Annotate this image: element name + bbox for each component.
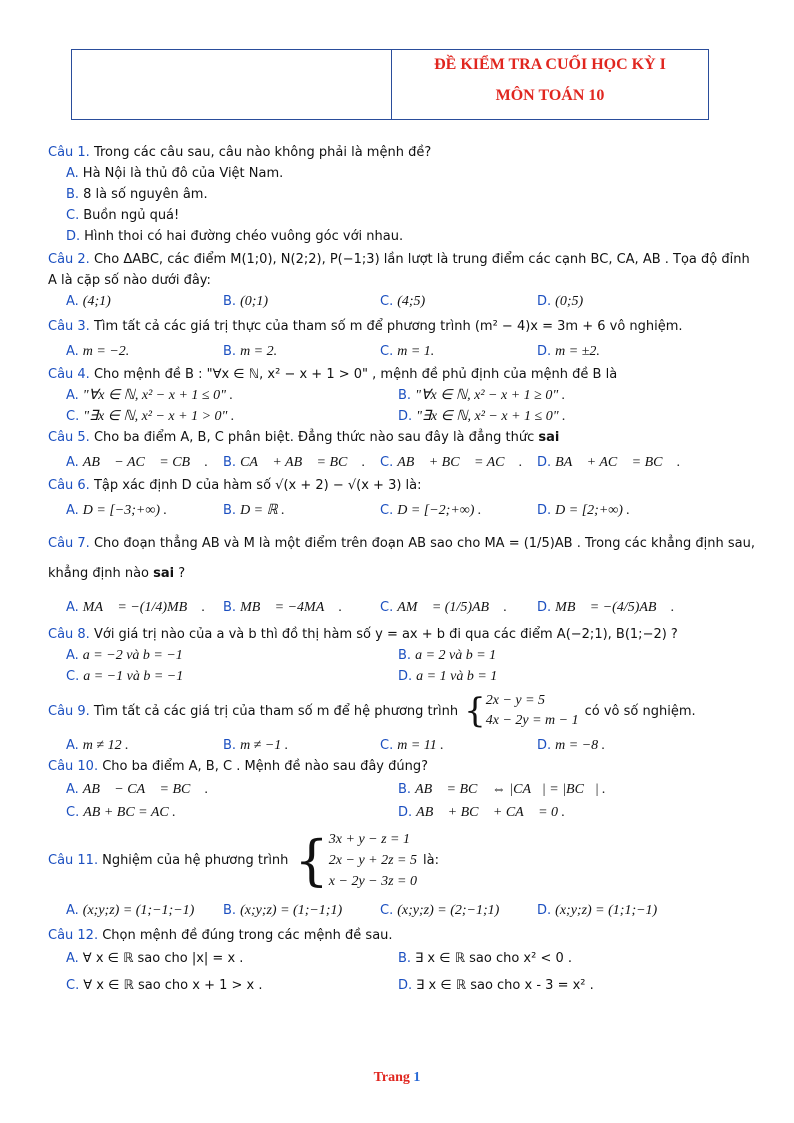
question-number: Câu 11. [48, 853, 99, 868]
option-b: B. m = 2. [223, 344, 278, 359]
question-number: Câu 5. [48, 430, 90, 445]
question-10 [48, 756, 756, 777]
option-c: C. m = 1. [380, 344, 435, 359]
question-number: Câu 1. [48, 145, 90, 160]
question-number: Câu 7. [48, 536, 90, 551]
options-row [48, 735, 756, 756]
question-text: Cho đoạn thẳng AB và M là một điểm trên đoạn AB sao cho MA = (1/5)AB . Trong các khẳng định sau, khẳng định nào [48, 536, 755, 581]
option-a: A. (4;1) [66, 294, 111, 309]
question-number: Câu 3. [48, 319, 90, 334]
options-row [48, 666, 756, 687]
equation-line: 4x − 2y = m − 1 [485, 713, 579, 728]
option-d: D. m = −8 . [537, 738, 606, 753]
option-b: B. (x;y;z) = (1;−1;1) [223, 903, 343, 918]
header-box [71, 49, 709, 120]
option-c: C. m = 11 . [380, 738, 444, 753]
option-a: A. m = −2. [66, 344, 130, 359]
option-b: B. MB⃗ = −4MA⃗ . [223, 600, 343, 615]
option-d: D. MB⃗ = −(4/5)AB⃗ . [537, 600, 675, 615]
question-text: Chọn mệnh đề đúng trong các mệnh đề sau. [102, 928, 393, 943]
option-b: B. m ≠ −1 . [223, 738, 289, 753]
option-d: D. D = [2;+∞) . [537, 503, 630, 518]
question-number: Câu 2. [48, 252, 90, 267]
equation-line: 3x + y − z = 1 [328, 832, 410, 847]
question-text-end: ? [178, 566, 186, 581]
options-row [48, 341, 756, 362]
option-a: A. "∀x ∈ ℕ, x² − x + 1 ≤ 0" . [66, 388, 233, 403]
option-a: A. (x;y;z) = (1;−1;−1) [66, 903, 195, 918]
equation-line: 2x − y = 5 [485, 693, 546, 708]
question-text-end: có vô số nghiệm. [584, 703, 696, 719]
option-d: D. m = ±2. [537, 344, 600, 359]
question-7 [48, 529, 756, 589]
question-number: Câu 12. [48, 928, 99, 943]
option-c: C. (x;y;z) = (2;−1;1) [380, 903, 500, 918]
option-b: B. D = ℝ . [223, 503, 285, 518]
question-text: Trong các câu sau, câu nào không phải là mệnh đề? [93, 145, 432, 160]
question-6 [48, 475, 756, 496]
option-a: A. Hà Nội là thủ đô của Việt Nam. [66, 166, 284, 181]
question-number: Câu 8. [48, 627, 90, 642]
option-a: A. MA⃗ = −(1/4)MB⃗ . [66, 600, 206, 615]
option-d: D. Hình thoi có hai đường chéo vuông góc với nhau. [66, 229, 404, 244]
emphasis-word: sai [153, 566, 175, 581]
options-row [48, 452, 756, 473]
options-row [48, 500, 756, 521]
question-text: Với giá trị nào của a và b thì đồ thị hàm số y = ax + b đi qua các điểm A(−2;1), B(1;−2) ? [93, 627, 678, 642]
question-number: Câu 4. [48, 367, 90, 382]
question-2 [48, 249, 756, 291]
option-d: D. AB⃗ + BC⃗ + CA⃗ = 0 . [398, 805, 566, 820]
page-footer [0, 1070, 794, 1086]
option-b: B. a = 2 và b = 1 [398, 648, 497, 663]
options-row [48, 406, 756, 427]
question-text: Cho ba điểm A, B, C . Mệnh đề nào sau đây đúng? [102, 759, 428, 774]
option-b: B. ∃ x ∈ ℝ sao cho x² < 0 . [398, 951, 573, 966]
option-d: D. BA⃗ + AC⃗ = BC⃗ . [537, 455, 681, 470]
question-number: Câu 6. [48, 478, 90, 493]
option-c: C. AB⃗ + BC⃗ = AC⃗ . [380, 455, 523, 470]
option-b: B. "∀x ∈ ℕ, x² − x + 1 ≥ 0" . [398, 388, 566, 403]
option-a: A. a = −2 và b = −1 [66, 648, 183, 663]
option-d: D. (0;5) [537, 294, 584, 309]
question-list [48, 142, 756, 996]
options-row [48, 597, 756, 618]
question-text: Cho ba điểm A, B, C phân biệt. Đẳng thức nào sau đây là đẳng thức [93, 430, 535, 445]
page-word: Trang [373, 1070, 410, 1085]
option-c: C. AB + BC = AC . [66, 805, 176, 820]
options-row [48, 900, 756, 921]
option-b: B. (0;1) [223, 294, 269, 309]
option-d: D. (x;y;z) = (1;1;−1) [537, 903, 658, 918]
question-text-end: là: [423, 853, 439, 868]
option-a: A. AB⃗ − CA⃗ = BC⃗ . [66, 782, 209, 797]
option-c: C. "∃x ∈ ℕ, x² − x + 1 > 0" . [66, 409, 235, 424]
option-b: B. CA⃗ + AB⃗ = BC⃗ . [223, 455, 366, 470]
question-text: Tập xác định D của hàm số √(x + 2) − √(x + 3) là: [93, 478, 422, 493]
option-c: C. AM⃗ = (1/5)AB⃗ . [380, 600, 507, 615]
option-d: D. ∃ x ∈ ℝ sao cho x - 3 = x² . [398, 978, 594, 993]
question-text: Nghiệm của hệ phương trình [102, 853, 289, 868]
question-1 [48, 142, 756, 163]
options-row [48, 779, 756, 800]
options-row [48, 645, 756, 666]
option-b: B. 8 là số nguyên âm. [66, 187, 208, 202]
equation-line: 2x − y + 2z = 5 [328, 853, 417, 868]
question-text: Tìm tất cả các giá trị thực của tham số m để phương trình (m² − 4)x = 3m + 6 vô nghiệm. [93, 319, 683, 334]
exam-title: ĐỀ KIỂM TRA CUỐI HỌC KỲ I [434, 56, 666, 73]
option-b: B. AB⃗ = BC⃗ ⇔ |CA⃗| = |BC⃗| . [398, 782, 606, 797]
option-c: C. (4;5) [380, 294, 426, 309]
option-a: A. ∀ x ∈ ℝ sao cho |x| = x . [66, 951, 244, 966]
question-number: Câu 10. [48, 759, 99, 774]
question-12 [48, 925, 756, 946]
options-row [48, 975, 756, 996]
option-d: D. "∃x ∈ ℕ, x² − x + 1 ≤ 0" . [398, 409, 566, 424]
equation-line: x − 2y − 3z = 0 [328, 874, 417, 889]
question-3 [48, 316, 756, 337]
option-c: C. D = [−2;+∞) . [380, 503, 482, 518]
option-c: C. a = −1 và b = −1 [66, 669, 184, 684]
option-c: C. Buồn ngủ quá! [66, 208, 180, 223]
question-8 [48, 624, 756, 645]
option-a: A. AB⃗ − AC⃗ = CB⃗ . [66, 455, 208, 470]
options-row [48, 948, 756, 969]
question-4 [48, 364, 756, 385]
brace-icon: { [464, 691, 486, 731]
option-d: D. a = 1 và b = 1 [398, 669, 498, 684]
question-number: Câu 9. [48, 703, 90, 719]
question-11 [48, 829, 756, 892]
equation-system [464, 691, 579, 731]
option-c: C. ∀ x ∈ ℝ sao cho x + 1 > x . [66, 978, 263, 993]
option-a: A. D = [−3;+∞) . [66, 503, 168, 518]
option-a: A. m ≠ 12 . [66, 738, 129, 753]
exam-subject: MÔN TOÁN 10 [495, 87, 605, 104]
question-5 [48, 427, 756, 448]
emphasis-word: sai [538, 430, 560, 445]
options-row [48, 291, 756, 312]
page-number: 1 [413, 1070, 421, 1085]
options-row [48, 385, 756, 406]
question-9 [48, 691, 756, 731]
question-text: Cho ΔABC, các điểm M(1;0), N(2;2), P(−1;3) lần lượt là trung điểm các cạnh BC, CA, AB . Tọa độ đỉnh A là cặp số nào dưới đây: [48, 252, 750, 288]
equation-system [294, 829, 417, 892]
options-row [48, 802, 756, 823]
brace-icon: { [294, 828, 329, 892]
question-text: Tìm tất cả các giá trị của tham số m để hệ phương trình [93, 703, 459, 719]
question-text: Cho mệnh đề B : "∀x ∈ ℕ, x² − x + 1 > 0" , mệnh đề phủ định của mệnh đề B là [93, 367, 618, 382]
